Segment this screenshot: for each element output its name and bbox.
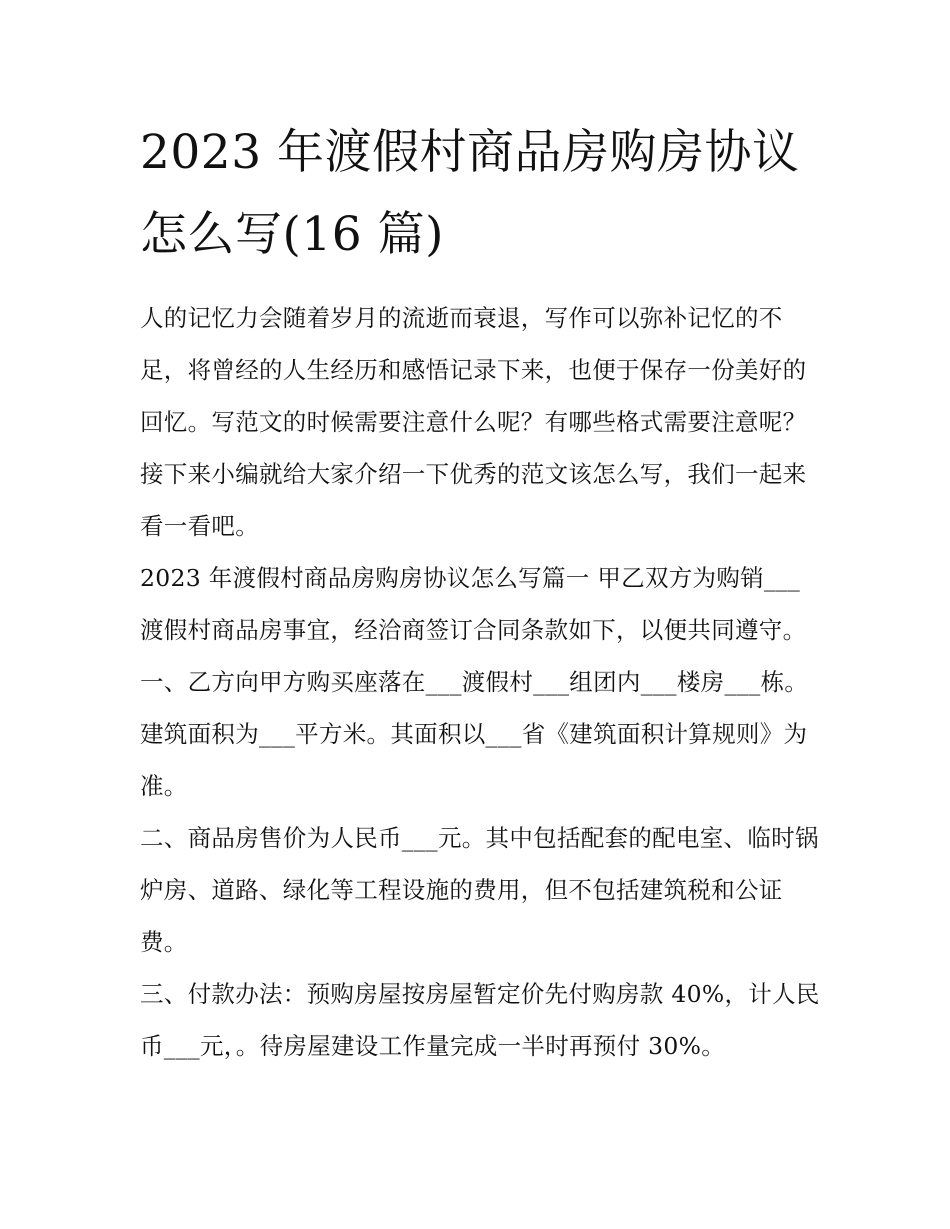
title-line-2: 怎么写(16 篇) [140,207,444,262]
article-opening-paragraph: 2023 年渡假村商品房购房协议怎么写篇一 甲乙双方为购销___渡假村商品房事宜，经洽商签订合同条款如下，以便共同遵守。 [140,564,807,644]
document-body [140,292,820,1072]
document-title [140,112,820,276]
intro-paragraph: 人的记忆力会随着岁月的流逝而衰退，写作可以弥补记忆的不足，将曾经的人生经历和感悟记录下来，也便于保存一份美好的回忆。写范文的时候需要注意什么呢？有哪些格式需要注意呢？接下来小编就给大家介绍一下优秀的范文该怎么写，我们一起来看一看吧。 [140,304,807,540]
clause-1-paragraph: 一、乙方向甲方购买座落在___渡假村___组团内___楼房___栋。建筑面积为___平方米。其面积以___省《建筑面积计算规则》为准。 [140,668,809,800]
document-page [140,112,820,1072]
clause-3-paragraph: 三、付款办法：预购房屋按房屋暂定价先付购房款 40%，计人民币___元，。待房屋建设工作量完成一半时再预付 30%。 [140,980,820,1060]
title-line-1: 2023 年渡假村商品房购房协议 [140,125,800,180]
clause-2-paragraph: 二、商品房售价为人民币___元。其中包括配套的配电室、临时锅炉房、道路、绿化等工程设施的费用，但不包括建筑税和公证费。 [140,824,819,956]
